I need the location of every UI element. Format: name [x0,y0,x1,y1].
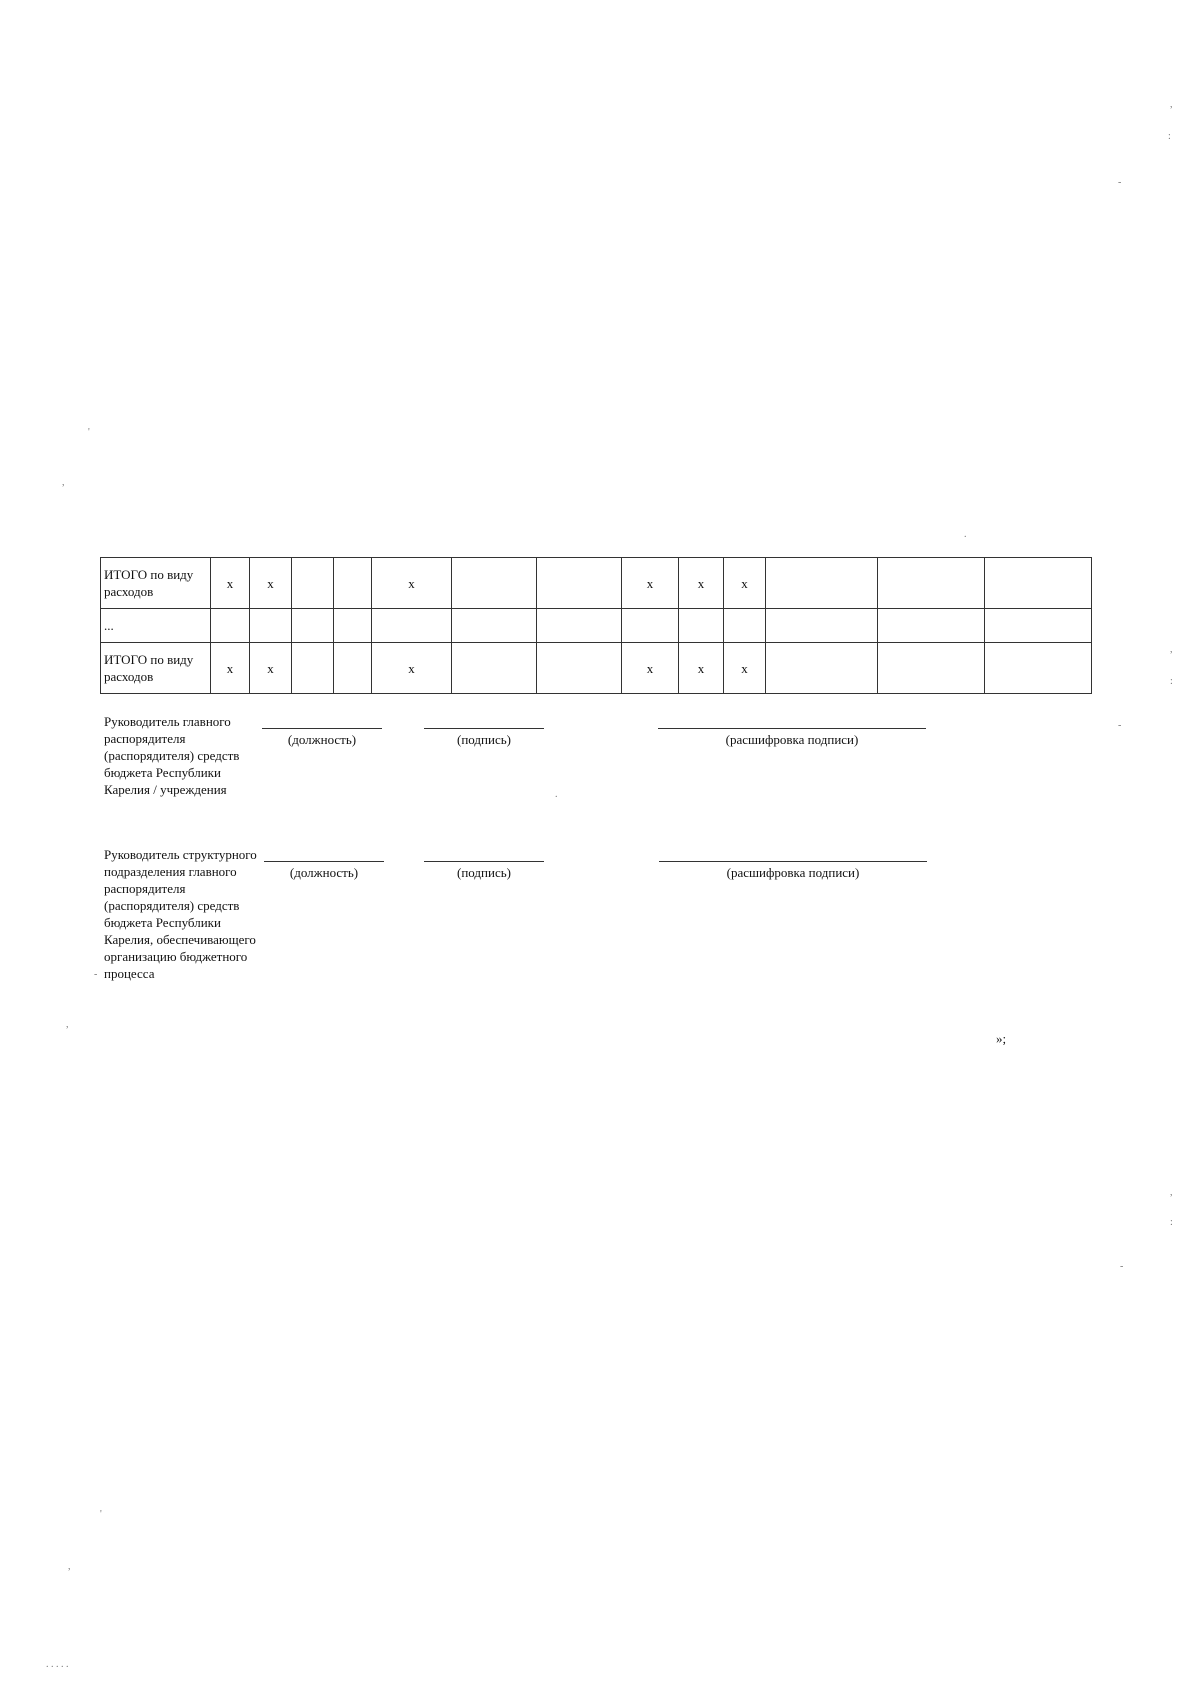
position-caption: (должность) [287,732,357,747]
table-cell [372,609,452,643]
table-cell: x [211,643,250,694]
table-row [101,558,1092,609]
table-cell [537,558,622,609]
table-cell [211,609,250,643]
signature-line [424,728,544,729]
scan-speck: - [1118,177,1122,188]
signature-line [424,861,544,862]
table-cell [452,609,537,643]
row-label: ИТОГО по виду расходов [101,643,211,694]
table-cell: x [724,558,766,609]
scan-speck: , [66,1019,69,1030]
decoding-caption: (расшифровка подписи) [725,732,859,747]
table-cell: x [724,643,766,694]
scan-speck: . [964,529,967,540]
scan-speck: , [1170,644,1173,655]
table-cell: x [622,643,679,694]
table-row [101,609,1092,643]
scan-speck: . . . . . [46,1659,69,1670]
table-cell [334,558,372,609]
table-cell: x [679,643,724,694]
signature-title: Руководитель главного распорядителя (распорядителя) средств бюджета Республики Карелия / учреждения [104,714,240,797]
scan-speck: , [1170,1187,1173,1198]
decoding-caption: (расшифровка подписи) [726,865,860,880]
signature-caption: (подпись) [457,865,511,880]
scan-speck: ' [100,1509,102,1520]
table-cell [985,643,1092,694]
decoding-line [659,861,927,862]
scan-speck: , [68,1561,71,1572]
scan-speck: : [1170,676,1173,687]
signature-block-head [104,713,264,798]
scan-speck: - [94,969,98,980]
table-cell [537,609,622,643]
table-cell: x [211,558,250,609]
decoding-line [658,728,926,729]
signature-caption: (подпись) [457,732,511,747]
table-cell [334,609,372,643]
table-cell [985,558,1092,609]
table-cell [724,609,766,643]
table-cell [766,558,878,609]
signature-title: Руководитель структурного подразделения главного распорядителя (распорядителя) средств бюджета Республики Карелия, обеспечивающего организацию бюджетного процесса [104,847,257,981]
table-cell: x [679,558,724,609]
table-cell [292,609,334,643]
row-label: ... [101,609,211,643]
table-cell [878,558,985,609]
row-label: ИТОГО по виду расходов [101,558,211,609]
scan-speck: : [1170,1217,1173,1228]
position-line [262,728,382,729]
table-cell: x [622,558,679,609]
position-line [264,861,384,862]
scan-speck: : [1168,131,1171,142]
table-cell [985,609,1092,643]
table-row [101,643,1092,694]
scan-speck: , [1170,99,1173,110]
table-cell: x [372,643,452,694]
table-cell [334,643,372,694]
scan-speck: - [1118,720,1122,731]
signature-block-structural-unit [104,846,264,982]
expenses-table-body [101,558,1092,694]
table-cell [622,609,679,643]
table-cell: x [372,558,452,609]
table-cell [679,609,724,643]
table-cell [292,558,334,609]
table-cell: x [250,643,292,694]
table-cell [452,558,537,609]
table-cell [878,643,985,694]
scan-speck: - [1120,1261,1124,1272]
table-cell [292,643,334,694]
expenses-table [100,557,1092,694]
table-cell [452,643,537,694]
position-caption: (должность) [289,865,359,880]
scan-speck: , [62,477,65,488]
table-cell [537,643,622,694]
table-cell [878,609,985,643]
closing-quote-mark: »; [996,1031,1007,1046]
table-cell [766,643,878,694]
table-cell [766,609,878,643]
scan-speck: ' [88,427,90,438]
table-cell [250,609,292,643]
table-cell: x [250,558,292,609]
scan-speck: . [555,789,558,800]
